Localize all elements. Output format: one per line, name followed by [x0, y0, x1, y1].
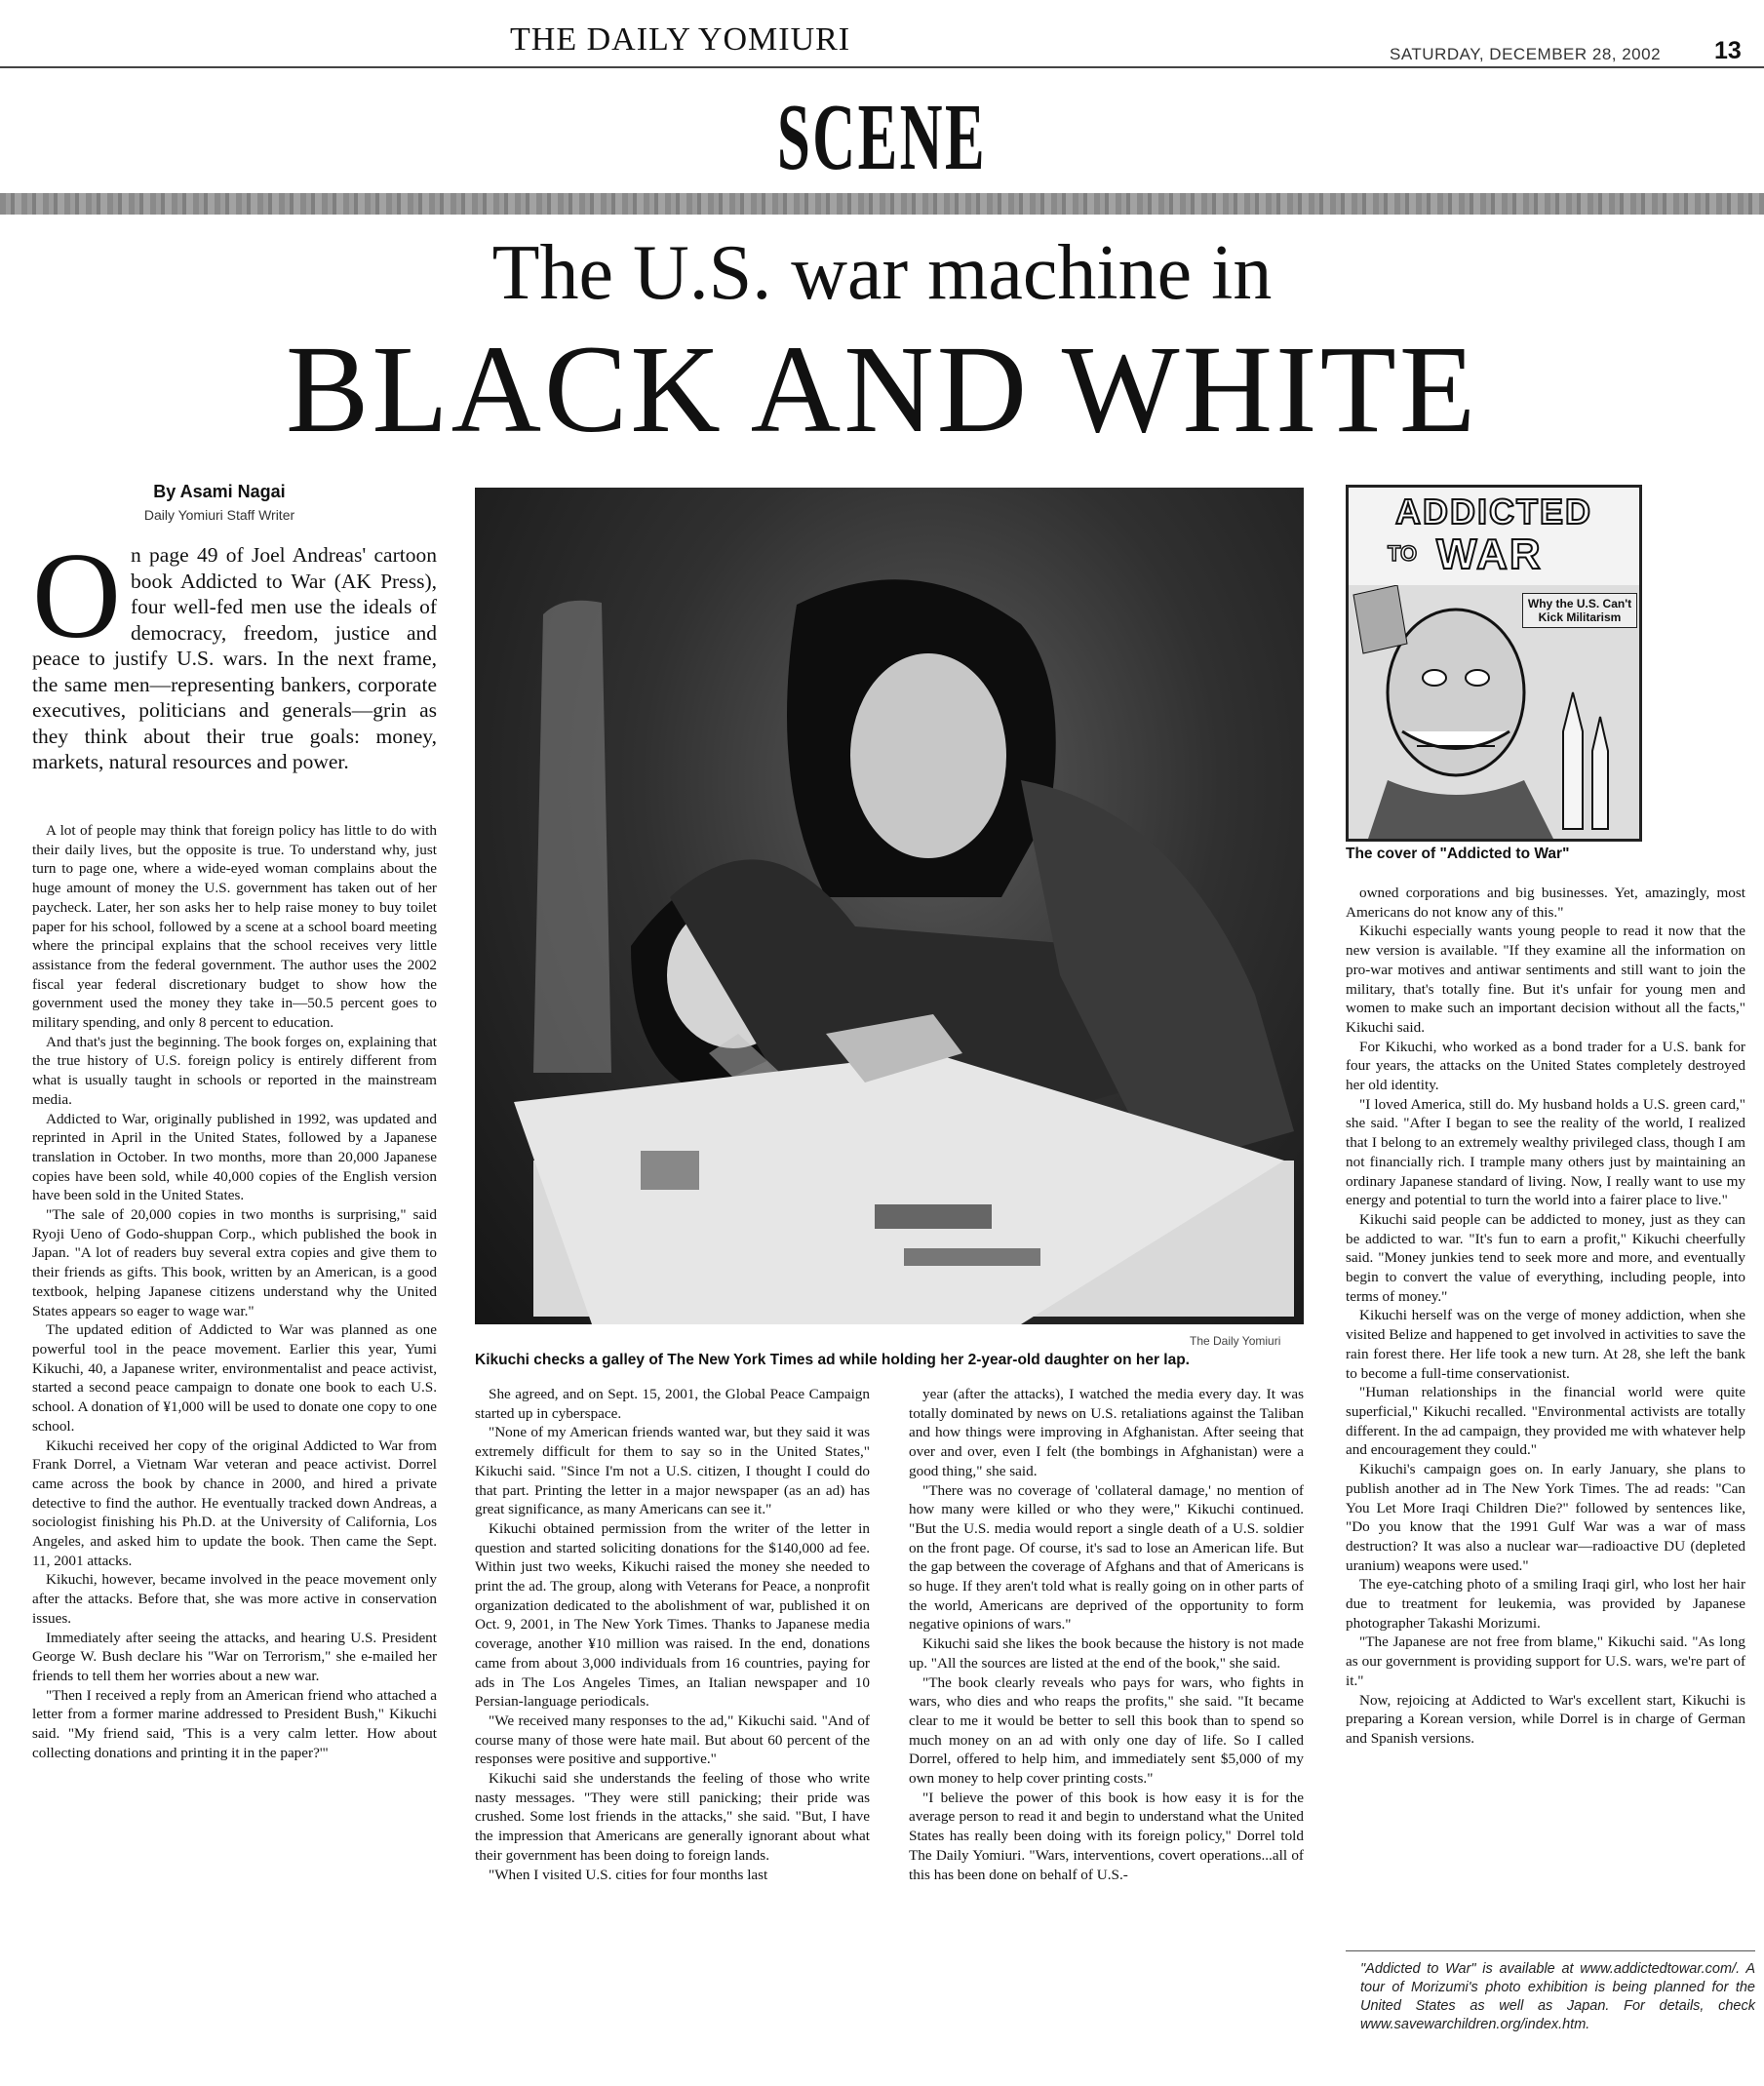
paragraph: Immediately after seeing the attacks, and hearing U.S. President George W. Bush declare his "War on Terrorism," she e-mailed her friends to tell them her worries about a new war. — [32, 1629, 437, 1684]
photo-credit: The Daily Yomiuri — [1190, 1334, 1281, 1348]
paragraph: Kikuchi said she likes the book because the history is not made up. "All the sources are listed at the end of the book," she said. — [909, 1635, 1304, 1672]
paragraph: The eye-catching photo of a smiling Iraqi girl, who lost her hair due to treatment for leukemia, was provided by Japanese photographer Takashi Morizumi. — [1346, 1576, 1745, 1632]
book-cover — [1346, 485, 1642, 842]
article-column-1 — [32, 821, 437, 1762]
cover-title-top: ADDICTED — [1395, 492, 1592, 531]
paragraph: Addicted to War, originally published in 1992, was updated and reprinted in April in the United States, followed by a Japanese translation in October. In two months, more than 20,000 Japanese copies have been sold, while 40,000 copies of the English version have been sold in the United States. — [32, 1110, 437, 1204]
footnote-rule — [1346, 1950, 1755, 1951]
headline-line-2: BLACK AND WHITE — [286, 320, 1478, 458]
article-column-2 — [475, 1385, 870, 1884]
paragraph: Kikuchi herself was on the verge of money addiction, when she visited Belize and happened to get involved in activities to save the rain forest there. Her life took a new turn. At 28, she left the bank to become a full-time conservationist. — [1346, 1307, 1745, 1382]
paragraph: Kikuchi especially wants young people to read it now that the new version is available. "If they examine all the information on pro-war motives and antiwar sentiments and still want to join the military, that's totally fine. But it's unfair for young men and women to make such an important decision without all the facts," Kikuchi said. — [1346, 923, 1745, 1036]
paragraph: Kikuchi, however, became involved in the peace movement only after the attacks. Before that, she was more active in conservation issues. — [32, 1571, 437, 1627]
paragraph: Kikuchi said people can be addicted to money, just as they can be addicted to war. "It's fun to earn a profit," Kikuchi cheerfully said. "Money junkies tend to seek more and more, and eventually begin to convert the value of everything, including people, into terms of money." — [1346, 1210, 1745, 1305]
cover-title-bottom: WAR — [1436, 531, 1543, 578]
paragraph: She agreed, and on Sept. 15, 2001, the Global Peace Campaign started up in cyberspace. — [475, 1386, 870, 1422]
paragraph: Kikuchi's campaign goes on. In early January, she plans to publish another ad in The New York Times. The ad reads: "Can You Let More Iraqi Children Die?" followed by sentences like, "Do you know that the 1991 Gulf War was a war of mass destruction? It was also a nuclear war—radioactive DU (depleted uranium) weapons were used." — [1346, 1461, 1745, 1574]
paragraph: owned corporations and big businesses. Yet, amazingly, most Americans do not know any of this." — [1346, 885, 1745, 921]
paragraph: Kikuchi received her copy of the original Addicted to War from Frank Dorrel, a Vietnam War veteran and peace activist. Dorrel came across the book by chance in 2000, and hired a private detective to find the author. He eventually tracked down Andreas, a sociologist finishing his Ph.D. at the University of California, Los Angeles, and asked him to update the book. Then came the Sept. 11, 2001 attacks. — [32, 1437, 437, 1569]
photo-caption: Kikuchi checks a galley of The New York Times ad while holding her 2-year-old daughter on her lap. — [475, 1352, 1190, 1368]
paragraph: "When I visited U.S. cities for four months last — [489, 1866, 768, 1883]
paragraph: For Kikuchi, who worked as a bond trader for a U.S. bank for four years, the attacks on the United States completely destroyed her old identity. — [1346, 1038, 1745, 1094]
paragraph: "We received many responses to the ad," Kikuchi said. "And of course many of those were hate mail. But about 60 percent of the responses were positive and supportive." — [475, 1712, 870, 1768]
footnote: "Addicted to War" is available at www.addictedtowar.com/. A tour of Morizumi's photo exhibition is being planned for the United States as well as Japan. For details, check www.savewarchildren.org/index.htm. — [1360, 1961, 1755, 2032]
paragraph: Kikuchi said she understands the feeling of those who write nasty messages. "They were still panicking; their pride was crushed. Some lost friends in the attacks," she said. "But, I have the impression that Americans are generally ignorant about what their government has been doing to foreign lands. — [475, 1770, 870, 1864]
paragraph: "The Japanese are not free from blame," Kikuchi said. "As long as our government is providing support for U.S. wars, we're part of it." — [1346, 1633, 1745, 1689]
paragraph: "There was no coverage of 'collateral damage,' no mention of how many were killed or who they were," Kikuchi continued. "But the U.S. media would report a single death of a U.S. soldier on the front page. Of course, it's sad to lose an American life. But the gap between the coverage of Afghans and that of Americans is so huge. If they aren't told what is really going on in other parts of the world, Americans are deprived of the opportunity to form negative opinions of wars." — [909, 1481, 1304, 1633]
byline-author: By Asami Nagai — [153, 482, 286, 501]
masthead-title: THE DAILY YOMIURI — [510, 21, 851, 58]
cover-subtitle: Why the U.S. Can't Kick Militarism — [1522, 593, 1637, 628]
paragraph: And that's just the beginning. The book forges on, explaining that the true history of U.S. foreign policy is entirely different from what is usually taught in schools or reported in the mainstream media. — [32, 1033, 437, 1108]
article-column-4 — [1346, 884, 1745, 1749]
headline-line-1: The U.S. war machine in — [491, 230, 1273, 316]
paragraph: Kikuchi obtained permission from the writer of the letter in question and started soliciting donations for the $140,000 ad fee. Within just two weeks, Kikuchi raised the money she needed to print the ad. The group, along with Veterans for Peace, a nonprofit organization dedicated to the abolishment of war, published it on Oct. 9, 2001, in The New York Times. Thanks to Japanese media coverage, another ¥10 million was raised. In the end, donations came from about 3,000 individuals from 16 countries, paying for ads in The Los Angeles Times, an Italian newspaper and 10 Persian-language periodicals. — [475, 1519, 870, 1711]
paragraph: The updated edition of Addicted to War was planned as one powerful tool in the peace movement. Earlier this year, Yumi Kikuchi, 40, a Japanese writer, environmentalist and peace activist, started a second peace campaign to donate one book to each U.S. school. A donation of ¥1,000 will be used to donate one copy to one school. — [32, 1321, 437, 1435]
byline-role: Daily Yomiuri Staff Writer — [143, 507, 295, 523]
cover-title-to: TO — [1388, 541, 1418, 566]
section-title: SCENE — [776, 85, 988, 190]
paragraph: "Then I received a reply from an American friend who attached a letter from a former marine addressed to President Bush," Kikuchi said. "My friend said, 'This is a very calm letter. How about collecting donations and printing it in the paper?'" — [32, 1686, 437, 1761]
paragraph: year (after the attacks), I watched the media every day. It was totally dominated by news on U.S. retaliations against the Taliban and how things were improving in Afghanistan. After seeing that over and over, even I felt (the bombings in Afghanistan) were a good thing," she said. — [909, 1386, 1304, 1479]
drop-cap: O — [32, 529, 121, 664]
paragraph: "I loved America, still do. My husband holds a U.S. green card," she said. "After I began to see the reality of the world, I realized that I belong to an extremely wealthy privileged class, though I am not financially rich. I trample many others just by maintaining an ordinary Japanese standard of living. Now, I really want to use my energy and potential to turn the world into a fairer place to live." — [1346, 1095, 1745, 1209]
paragraph: "The book clearly reveals who pays for wars, who fights in wars, who dies and who reaps the profits," she said. "It became clear to me it would be better to sell this book than to spend so much money on an ad with only one day of life. So I called Dorrel, offered to help him, and immediately sent $5,000 of my own money to help cover printing costs." — [909, 1673, 1304, 1788]
article-column-3 — [909, 1385, 1304, 1884]
photo-illustration — [475, 488, 1304, 1324]
paragraph: A lot of people may think that foreign policy has little to do with their daily lives, but the opposite is true. To understand why, just turn to page one, where a wide-eyed woman complains about the huge amount of money the U.S. government has taken out of her paycheck. Later, her son asks her to help raise money to buy toilet paper for his school, followed by a scene at a school board meeting where the principal explains that the school receives very little assistance from the federal government. The author uses the 2002 fiscal year federal discretionary budget to show how the government used the money they take in—50.5 percent goes to military spending, and only 8 percent to education. — [32, 822, 437, 1032]
issue-date: SATURDAY, DECEMBER 28, 2002 — [1390, 45, 1662, 63]
section-band — [0, 193, 1764, 215]
paragraph: "I believe the power of this book is how easy it is for the average person to read it and begin to understand what the United States has really been doing with its foreign policy," Dorrel told The Daily Yomiuri. "Wars, interventions, covert operations...all of this has been done on behalf of U.S.- — [909, 1789, 1304, 1883]
paragraph: Now, rejoicing at Addicted to War's excellent start, Kikuchi is preparing a Korean version, while Dorrel is in charge of German and Spanish versions. — [1346, 1691, 1745, 1747]
paragraph: "None of my American friends wanted war, but they said it was extremely difficult for them to say so in the United States," Kikuchi said. "Since I'm not a U.S. citizen, I thought I could do that part. Printing the letter in a major newspaper (as an ad) has great significance, as many Americans can see it." — [475, 1424, 870, 1518]
photo-kikuchi-and-daughter — [475, 488, 1304, 1324]
lead-paragraph — [32, 529, 437, 775]
page-number: 13 — [1714, 37, 1742, 64]
masthead-rule — [0, 66, 1764, 68]
lead-text: n page 49 of Joel Andreas' cartoon book Addicted to War (AK Press), four well-fed men use the ideals of democracy, freedom, justice and peace to justify U.S. wars. In the next frame, the same men—representing bankers, corporate executives, politicians and generals—grin as they think about their true goals: money, markets, natural resources and power. — [32, 543, 437, 773]
cover-caption: The cover of "Addicted to War" — [1346, 846, 1570, 862]
paragraph: "Human relationships in the financial world were quite superficial," Kikuchi recalled. "Environmental activists are totally different. In the ad campaign, they provided me with whatever help and encouragement they could." — [1346, 1384, 1745, 1459]
paragraph: "The sale of 20,000 copies in two months is surprising," said Ryoji Ueno of Godo-shuppan Corp., which published the book in Japan. "A lot of readers buy several extra copies and give them to their friends as gifts. This book, written by an American, is a good textbook, helping Japanese citizens understand why the United States appears so eager to wage war." — [32, 1206, 437, 1319]
